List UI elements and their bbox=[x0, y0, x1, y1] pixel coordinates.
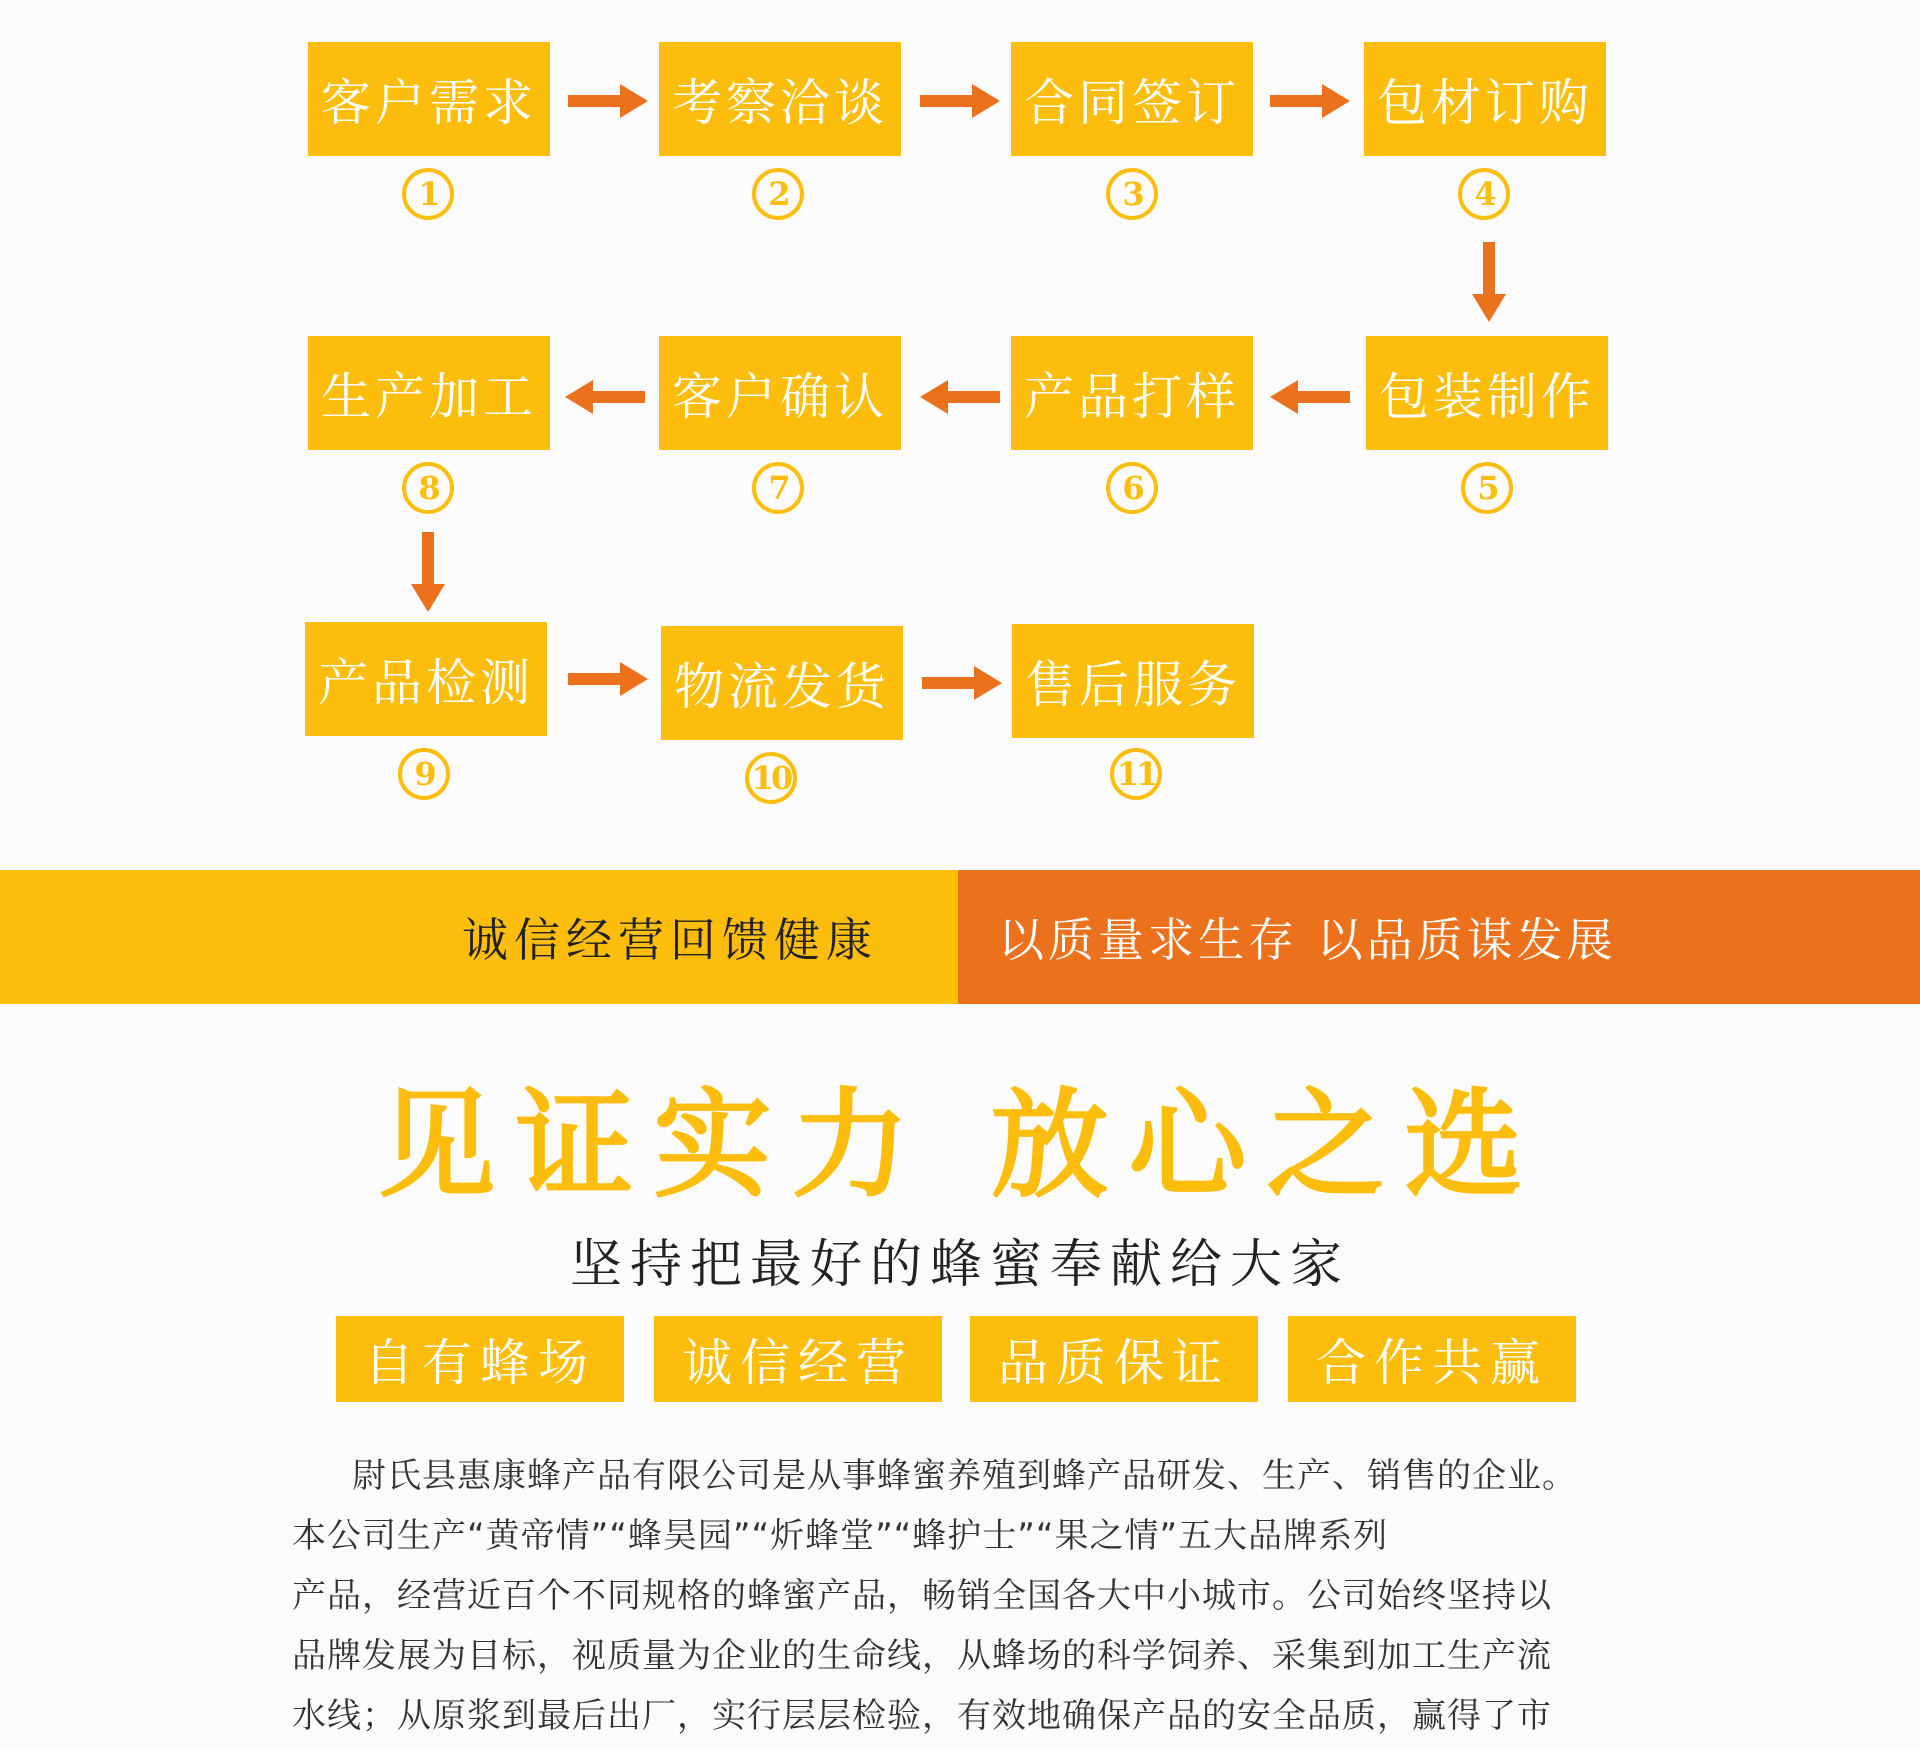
headline: 见证实力 放心之选 bbox=[377, 1076, 1543, 1214]
step-3-number: 3 bbox=[1106, 168, 1158, 220]
step-2-number: 2 bbox=[752, 168, 804, 220]
step-8-box: 生产加工 bbox=[308, 336, 550, 450]
step-3-box: 合同签订 bbox=[1011, 42, 1253, 156]
step-8-number: 8 bbox=[402, 462, 454, 514]
step-11-box: 售后服务 bbox=[1012, 624, 1254, 738]
feature-tags bbox=[336, 1316, 1576, 1402]
step-7-box: 客户确认 bbox=[659, 336, 901, 450]
step-4-box: 包材订购 bbox=[1364, 42, 1606, 156]
step-5-number: 5 bbox=[1461, 462, 1513, 514]
slogan-banner bbox=[0, 870, 1920, 1004]
step-4-number: 4 bbox=[1458, 168, 1510, 220]
intro-line: 品牌发展为目标，视质量为企业的生命线，从蜂场的科学饲养、采集到加工生产流 bbox=[292, 1636, 1552, 1676]
banner-right-slogan: 以质量求生存 以品质谋发展 bbox=[958, 870, 1920, 1004]
arrow-left-icon bbox=[920, 380, 1000, 414]
banner-left-slogan: 诚信经营回馈健康 bbox=[0, 870, 958, 1004]
arrow-down-icon bbox=[1472, 242, 1506, 322]
subheadline: 坚持把最好的蜂蜜奉献给大家 bbox=[569, 1235, 1350, 1295]
arrow-right-icon bbox=[568, 662, 648, 696]
tag-quality-guarantee: 品质保证 bbox=[970, 1316, 1258, 1402]
step-9-number: 9 bbox=[398, 748, 450, 800]
arrow-left-icon bbox=[1270, 380, 1350, 414]
arrow-right-icon bbox=[1270, 84, 1350, 118]
arrow-right-icon bbox=[922, 666, 1002, 700]
step-6-number: 6 bbox=[1106, 462, 1158, 514]
step-2-box: 考察洽谈 bbox=[659, 42, 901, 156]
company-intro bbox=[292, 1446, 1632, 1746]
arrow-down-icon bbox=[411, 532, 445, 612]
step-10-box: 物流发货 bbox=[661, 626, 903, 740]
step-10-number: 10 bbox=[745, 752, 797, 804]
tag-own-apiary: 自有蜂场 bbox=[336, 1316, 624, 1402]
arrow-right-icon bbox=[920, 84, 1000, 118]
step-9-box: 产品检测 bbox=[305, 622, 547, 736]
step-6-box: 产品打样 bbox=[1011, 336, 1253, 450]
step-5-box: 包装制作 bbox=[1366, 336, 1608, 450]
step-1-number: 1 bbox=[402, 168, 454, 220]
tag-win-win: 合作共赢 bbox=[1288, 1316, 1576, 1402]
intro-line: 产品，经营近百个不同规格的蜂蜜产品，畅销全国各大中小城市。公司始终坚持以 bbox=[292, 1576, 1552, 1616]
arrow-left-icon bbox=[565, 380, 645, 414]
step-7-number: 7 bbox=[752, 462, 804, 514]
tag-honest-business: 诚信经营 bbox=[654, 1316, 942, 1402]
intro-line: 本公司生产“黄帝情”“蜂昊园”“炘蜂堂”“蜂护士”“果之情”五大品牌系列 bbox=[292, 1516, 1389, 1556]
intro-line: 尉氏县惠康蜂产品有限公司是从事蜂蜜养殖到蜂产品研发、生产、销售的企业。 bbox=[352, 1456, 1577, 1496]
arrow-right-icon bbox=[568, 84, 648, 118]
intro-line: 水线；从原浆到最后出厂，实行层层检验，有效地确保产品的安全品质，赢得了市 bbox=[292, 1696, 1552, 1736]
step-1-box: 客户需求 bbox=[308, 42, 550, 156]
step-11-number: 11 bbox=[1110, 748, 1162, 800]
process-flowchart bbox=[0, 0, 1920, 830]
